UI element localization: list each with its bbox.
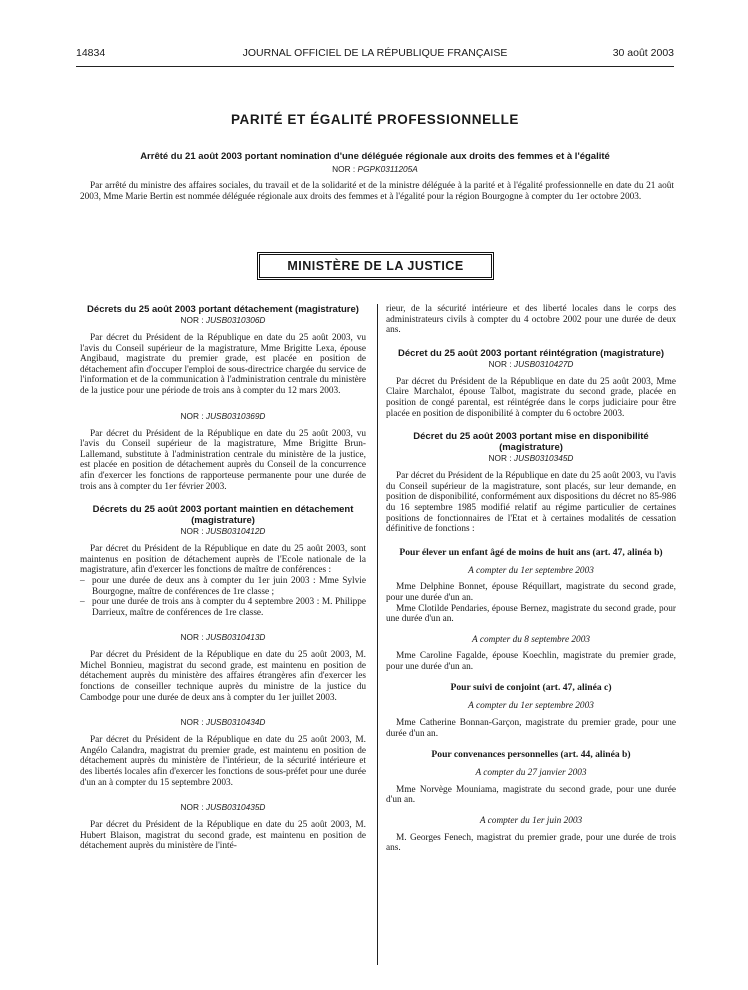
decree-paragraph: Par décret du Président de la République en date du 25 août 2003, M. Hubert Blaison, magistrat du second grade, est maintenu en position de détachement auprès du ministère de l'inté- <box>80 820 366 852</box>
entry-paragraph: Mme Clotilde Pendaries, épouse Bernez, magistrate du second grade, pour une durée d'un an. <box>386 603 676 625</box>
entry-paragraph: Mme Caroline Fagalde, épouse Koechlin, magistrate du premier grade, pour une durée d'un an. <box>386 651 676 672</box>
decree-paragraph: Par décret du Président de la République en date du 25 août 2003, vu l'avis du Conseil supérieur de la magistrature, sont placés, sur leur demande, en position de disponibilité, conformément aux dispositions du décret no 85-986 du 16 septembre 1985 modifié relatif au régime particulier de certaines positions de fonctionnaires de l'Etat et à certaines modalités de cessation définitive de fonctions : <box>386 471 676 535</box>
right-column <box>386 304 676 854</box>
list-item: – pour une durée de trois ans à compter du 4 septembre 2003 : M. Philippe Darrieux, maître de conférences de 1re classe. <box>80 597 366 618</box>
nor-reference: NOR : JUSB0310434D <box>180 717 266 728</box>
nor-reference: NOR : JUSB0310427D <box>488 358 574 369</box>
nor-reference <box>76 164 674 174</box>
nor-reference: NOR : JUSB0310345D <box>488 453 574 464</box>
subsection-title: Pour élever un enfant âgé de moins de huit ans (art. 47, alinéa b) <box>399 546 663 558</box>
nor-reference: NOR : JUSB0310412D <box>180 526 266 537</box>
nor-reference: NOR : JUSB0310369D <box>180 410 266 421</box>
nor-reference: NOR : JUSB0310435D <box>180 802 266 813</box>
subsection-title: Pour convenances personnelles (art. 44, alinéa b) <box>431 749 631 761</box>
arrete-title: Arrêté du 21 août 2003 portant nomination d'une déléguée régionale aux droits des femmes et à l'égalité <box>140 151 610 162</box>
entry-paragraph: Mme Delphine Bonnet, épouse Réquillart, magistrate du second grade, pour une durée d'un an. <box>386 582 676 603</box>
nor-reference: NOR : JUSB0310413D <box>180 632 266 643</box>
entry-paragraph: Mme Catherine Bonnan-Garçon, magistrate du premier grade, pour une durée d'un an. <box>386 718 676 739</box>
decree-paragraph: Par décret du Président de la République en date du 25 août 2003, Mme Claire Marchalot, épouse Talbot, magistrate du second grade, placée en position de congé parental, est réintégrée dans le corps judiciaire pour être placée en position de disponibilité à compter du 6 octobre 2003. <box>386 376 676 419</box>
detachment-list <box>80 576 366 618</box>
column-divider <box>377 304 378 965</box>
page-number: 14834 <box>76 47 106 59</box>
continued-paragraph: rieur, de la sécurité intérieure et des liberté locales dans le corps des administrateurs civils à compter du 4 octobre 2002 pour une durée de deux ans. <box>386 304 676 336</box>
section-title-disponibilite: Décret du 25 août 2003 portant mise en disponibilité (magistrature) <box>413 431 649 454</box>
issue-date: 30 août 2003 <box>612 47 674 59</box>
arrete-paragraph: Par arrêté du ministre des affaires sociales, du travail et de la solidarité et de la ministre déléguée à la parité et à l'égalité professionnelle en date du 21 août 2003, Mme Marie Bertin est nommée déléguée régionale aux droits des femmes et à l'égalité pour la région Bourgogne à compter du 1er octobre 2003. <box>80 181 674 202</box>
ministry-title: MINISTÈRE DE LA JUSTICE <box>287 259 464 273</box>
list-item: – pour une durée de deux ans à compter du 1er juin 2003 : Mme Sylvie Bourgogne, maître de conférences de 1re classe ; <box>80 575 366 597</box>
decree-paragraph: Par décret du Président de la République en date du 25 août 2003, M. Michel Bonnieu, magistrat du second grade, est maintenu en position de détachement auprès du ministère des affaires étrangères afin d'exercer les fonctions de conseiller technique auprès du ministre de la justice du Cambodge pour une durée de deux ans à compter du 1er juillet 2003. <box>80 650 366 703</box>
section-title-detachement: Décrets du 25 août 2003 portant détachement (magistrature) <box>87 304 359 315</box>
section-title-parite: PARITÉ ET ÉGALITÉ PROFESSIONNELLE <box>230 112 520 127</box>
subsection-title: Pour suivi de conjoint (art. 47, alinéa c) <box>450 682 612 694</box>
section-title-reintegration: Décret du 25 août 2003 portant réintégration (magistrature) <box>397 347 665 359</box>
entry-paragraph: Mme Norvège Mouniama, magistrate du second grade, pour une durée d'un an. <box>386 784 676 806</box>
entry-paragraph: M. Georges Fenech, magistrat du premier grade, pour une durée de trois ans. <box>386 832 676 854</box>
effective-date: A compter du 1er septembre 2003 <box>468 701 594 712</box>
effective-date: A compter du 27 janvier 2003 <box>475 768 587 779</box>
decree-paragraph: Par décret du Président de la République en date du 25 août 2003, vu l'avis du Conseil supérieur de la magistrature, Mme Brigitte Brun-Lallemand, substitute à l'administration centrale du ministère de la justice, est placée en position de détachement auprès du Conseil de la concurrence afin d'exercer les fonctions de rapporteuse permanente pour une durée de trois ans à compter du 1er février 2003. <box>80 428 366 492</box>
header-rule <box>76 66 674 67</box>
nor-label: NOR : <box>332 164 356 174</box>
page-header <box>76 47 674 63</box>
decree-paragraph: Par décret du Président de la République en date du 25 août 2003, sont maintenus en position de détachement auprès de l'Ecole nationale de la magistrature, afin d'exercer les fonctions de maître de conférences : <box>80 544 366 576</box>
left-column <box>80 304 366 852</box>
effective-date: A compter du 1er juin 2003 <box>479 816 583 827</box>
decree-paragraph: Par décret du Président de la République en date du 25 août 2003, vu l'avis du Conseil supérieur de la magistrature, Mme Brigitte Lexa, épouse Angibaud, magistrate du premier grade, est placée en position de détachement afin d'occuper l'emploi de sous-directrice chargée du service de l'information et de la communication à l'administration centrale du ministère de la justice pour une période de trois ans à compter du 12 mars 2003. <box>80 333 366 396</box>
journal-title: JOURNAL OFFICIEL DE LA RÉPUBLIQUE FRANÇAISE <box>242 47 508 59</box>
effective-date: A compter du 1er septembre 2003 <box>468 565 594 576</box>
effective-date: A compter du 8 septembre 2003 <box>472 634 590 645</box>
section-title-maintien: Décrets du 25 août 2003 portant maintien en détachement (magistrature) <box>92 504 354 527</box>
nor-reference: NOR : JUSB0310306D <box>180 315 266 325</box>
decree-paragraph: Par décret du Président de la République en date du 25 août 2003, M. Angélo Calandra, magistrat du premier grade, est maintenu en position de détachement auprès du ministère de l'intérieur, de la sécurité intérieure et des libertés locales afin d'exercer les fonctions de sous-préfet pour une durée d'un an à compter du 15 septembre 2003. <box>80 735 366 788</box>
nor-code: PGPK0311205A <box>357 164 418 174</box>
ministry-title-box <box>257 252 494 280</box>
